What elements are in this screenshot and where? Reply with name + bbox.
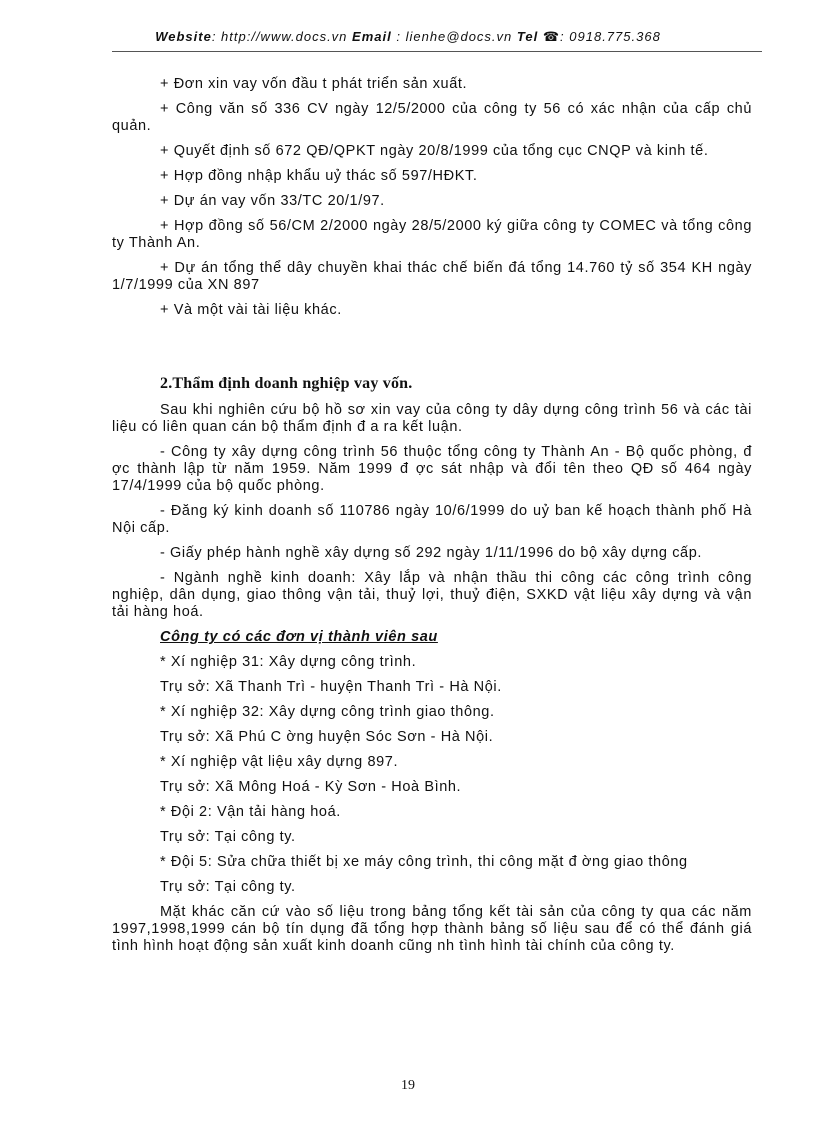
list-item: + Đơn xin vay vốn đầu t phát triển sản xuất. — [160, 76, 468, 92]
unit-line: Trụ sở: Xã Mông Hoá - Kỳ Sơn - Hoà Bình. — [160, 779, 462, 795]
list-item: + Quyết định số 672 QĐ/QPKT ngày 20/8/1999 của tổng cục CNQP và kinh tế. — [160, 143, 709, 159]
website-value: : http://www.docs.vn — [211, 29, 348, 44]
units-title-text: Công ty có các đơn vị thành viên sau — [160, 629, 438, 645]
unit-line: Trụ sở: Xã Phú C ờng huyện Sóc Sơn - Hà Nội. — [160, 729, 494, 745]
page-header — [0, 29, 816, 45]
list-item: + Và một vài tài liệu khác. — [160, 302, 342, 318]
list-item: + Dự án vay vốn 33/TC 20/1/97. — [160, 193, 385, 209]
tel-value: : 0918.775.368 — [560, 29, 661, 44]
tel-label: Tel — [516, 29, 539, 44]
paragraph: - Ngành nghề kinh doanh: Xây lắp và nhận thầu thi công các công trình công nghiệp, dân dụng, giao thông vận tải, thuỷ lợi, thuỷ điện, SXKD vật liệu xây dựng và vận tải hàng hoá. — [112, 570, 752, 620]
unit-line: Trụ sở: Xã Thanh Trì - huyện Thanh Trì - Hà Nội. — [160, 679, 502, 695]
email-label: Email — [352, 29, 392, 44]
page-number: 19 — [401, 1078, 415, 1093]
unit-line: * Đội 5: Sửa chữa thiết bị xe máy công trình, thi công mặt đ ờng giao thông — [160, 854, 688, 870]
paragraph: - Đăng ký kinh doanh số 110786 ngày 10/6/1999 do uỷ ban kế hoạch thành phố Hà Nội cấp. — [112, 503, 752, 536]
spacer — [112, 327, 752, 375]
paragraph: Sau khi nghiên cứu bộ hồ sơ xin vay của công ty dây dựng công trình 56 và các tài liệu có liên quan cán bộ thẩm định đ a ra kết luận. — [112, 402, 752, 435]
unit-line: * Xí nghiệp 31: Xây dựng công trình. — [160, 654, 417, 670]
document-list — [112, 76, 752, 319]
email-value: : lienhe@docs.vn — [396, 29, 513, 44]
unit-line: Trụ sở: Tại công ty. — [160, 879, 296, 895]
document-body — [112, 76, 752, 963]
unit-line: Trụ sở: Tại công ty. — [160, 829, 296, 845]
section-heading: 2.Thẩm định doanh nghiệp vay vốn. — [160, 375, 413, 392]
header-divider — [112, 51, 762, 52]
phone-icon: ☎ — [542, 29, 561, 44]
closing-paragraph: Mặt khác căn cứ vào số liệu trong bảng tổng kết tài sản của công ty qua các năm 1997,1998,1999 cán bộ tín dụng đã tổng hợp thành bảng số liệu sau để có thể đánh giá tình hình hoạt động sản xuất kinh doanh cũng nh tình hình tài chính của công ty. — [112, 904, 752, 954]
list-item: + Dự án tổng thể dây chuyền khai thác chế biến đá tổng 14.760 tỷ số 354 KH ngày 1/7/1999 của XN 897 — [112, 260, 752, 293]
units-title — [112, 629, 752, 646]
paragraph: - Giấy phép hành nghề xây dựng số 292 ngày 1/11/1996 do bộ xây dựng cấp. — [160, 545, 703, 561]
unit-line: * Đội 2: Vận tải hàng hoá. — [160, 804, 341, 820]
list-item: + Hợp đồng nhập khẩu uỷ thác số 597/HĐKT. — [160, 168, 478, 184]
website-label: Website — [155, 29, 212, 44]
unit-line: * Xí nghiệp vật liệu xây dựng 897. — [160, 754, 399, 770]
list-item: + Công văn số 336 CV ngày 12/5/2000 của công ty 56 có xác nhận của cấp chủ quản. — [112, 101, 752, 134]
paragraph: - Công ty xây dựng công trình 56 thuộc tổng công ty Thành An - Bộ quốc phòng, đ ợc thành lập từ năm 1959. Năm 1999 đ ợc sát nhập và đổi tên theo QĐ số 464 ngày 17/4/1999 của bộ quốc phòng. — [112, 444, 752, 494]
unit-line: * Xí nghiệp 32: Xây dựng công trình giao thông. — [160, 704, 495, 720]
list-item: + Hợp đồng số 56/CM 2/2000 ngày 28/5/2000 ký giữa công ty COMEC và tổng công ty Thành An. — [112, 218, 752, 251]
